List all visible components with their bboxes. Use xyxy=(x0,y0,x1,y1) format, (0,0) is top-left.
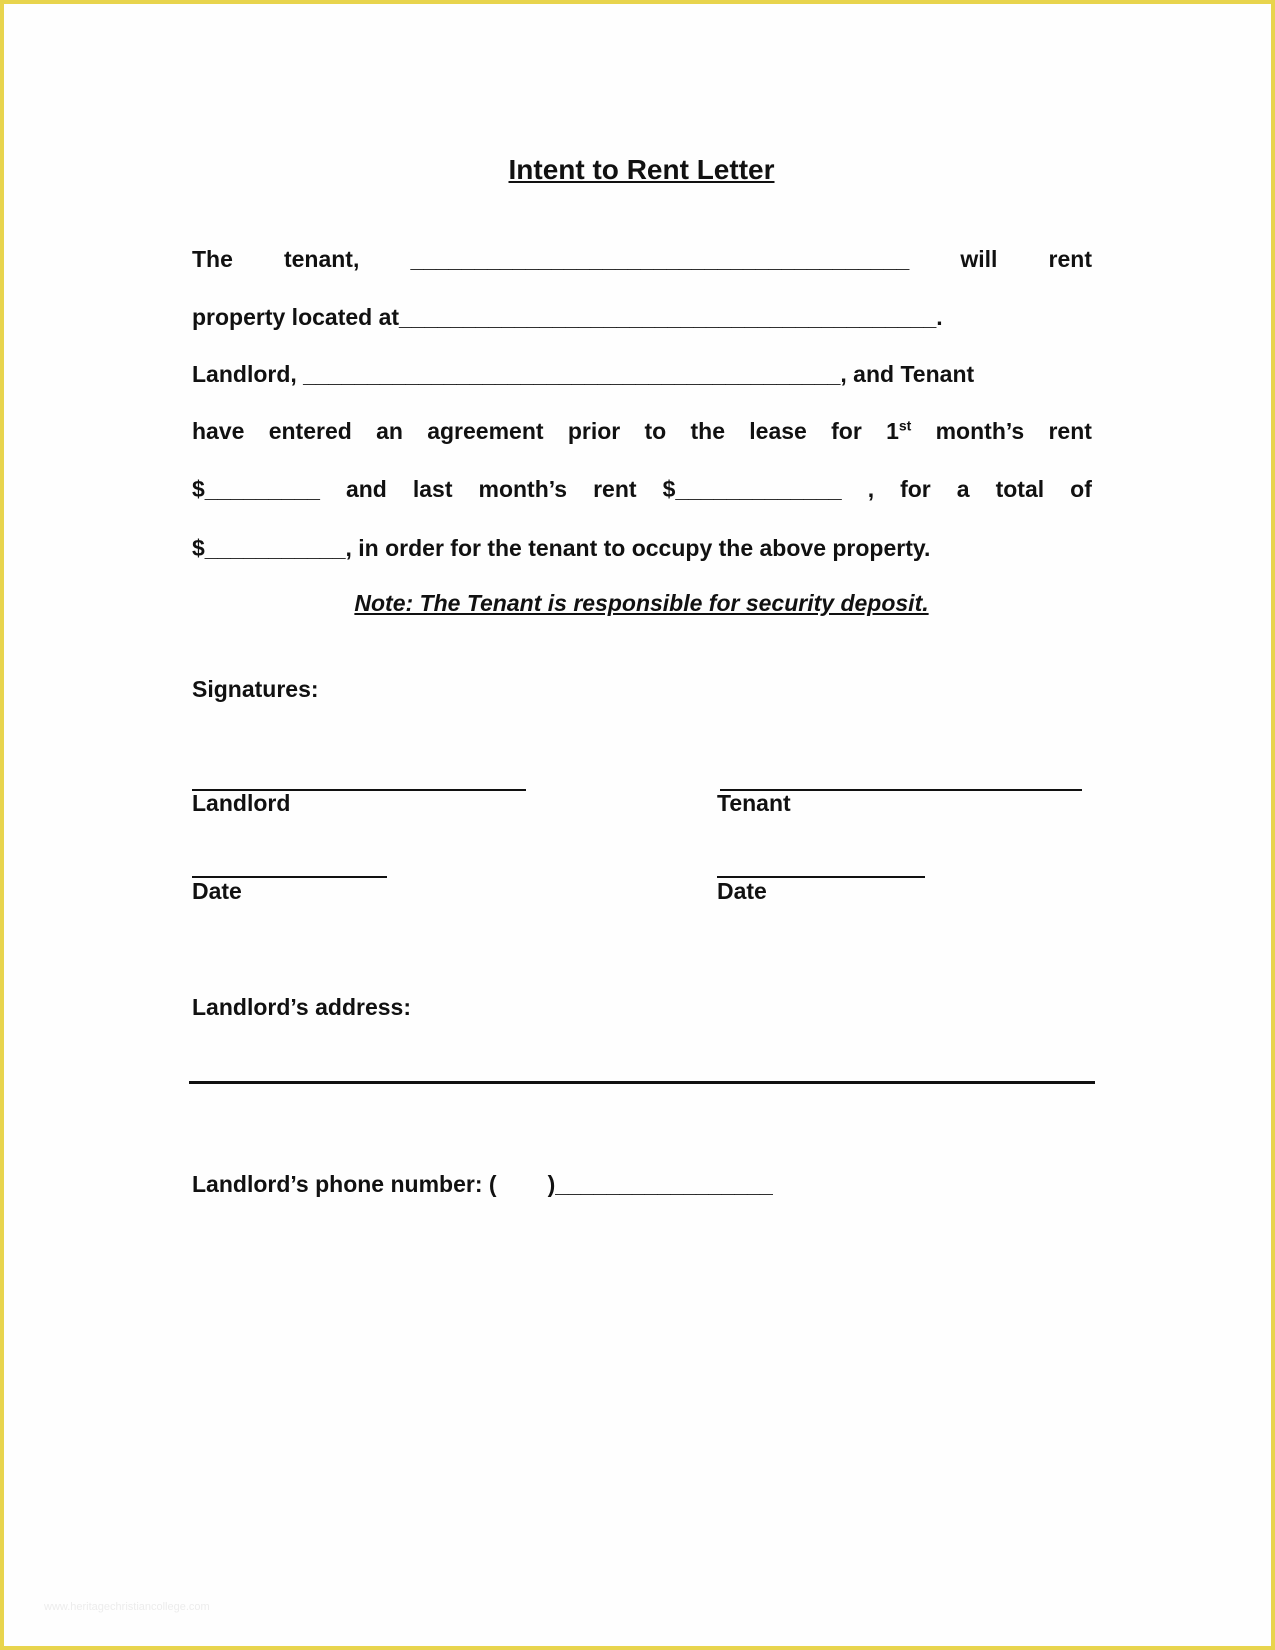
security-deposit-note: Note: The Tenant is responsible for security deposit. xyxy=(354,590,929,616)
landlord-address-line[interactable] xyxy=(189,1081,1095,1084)
first-ordinal: 1st xyxy=(886,417,912,444)
first-month-rent-blank[interactable]: $_________ xyxy=(192,476,320,502)
last-month-rent-blank[interactable]: $_____________ xyxy=(662,476,842,502)
paragraph-line-1: The tenant, _______________________________________ will rent xyxy=(192,246,1092,272)
landlord-phone-label[interactable]: Landlord’s phone number: ( )_________________ xyxy=(192,1171,773,1197)
tenant-date-label: Date xyxy=(717,878,767,904)
document-title: Intent to Rent Letter xyxy=(508,154,775,185)
paragraph-line-3[interactable]: Landlord, __________________________________________, and Tenant xyxy=(192,361,975,387)
watermark: www.heritagechristiancollege.com xyxy=(44,1601,210,1613)
signatures-label: Signatures: xyxy=(192,676,319,702)
landlord-address-label: Landlord’s address: xyxy=(192,994,411,1020)
paragraph-line-6[interactable]: $___________, in order for the tenant to occupy the above property. xyxy=(192,535,931,561)
tenant-label: Tenant xyxy=(717,790,791,816)
tenant-name-blank[interactable]: _______________________________________ xyxy=(410,246,910,272)
landlord-label: Landlord xyxy=(192,790,291,816)
paragraph-line-5: $_________ and last month’s rent $_____________ , for a total of xyxy=(192,476,1092,502)
paragraph-line-4: have entered an agreement prior to the lease for 1st month’s rent xyxy=(192,417,1092,444)
landlord-date-label: Date xyxy=(192,878,242,904)
paragraph-line-2[interactable]: property located at__________________________________________. xyxy=(192,304,943,330)
